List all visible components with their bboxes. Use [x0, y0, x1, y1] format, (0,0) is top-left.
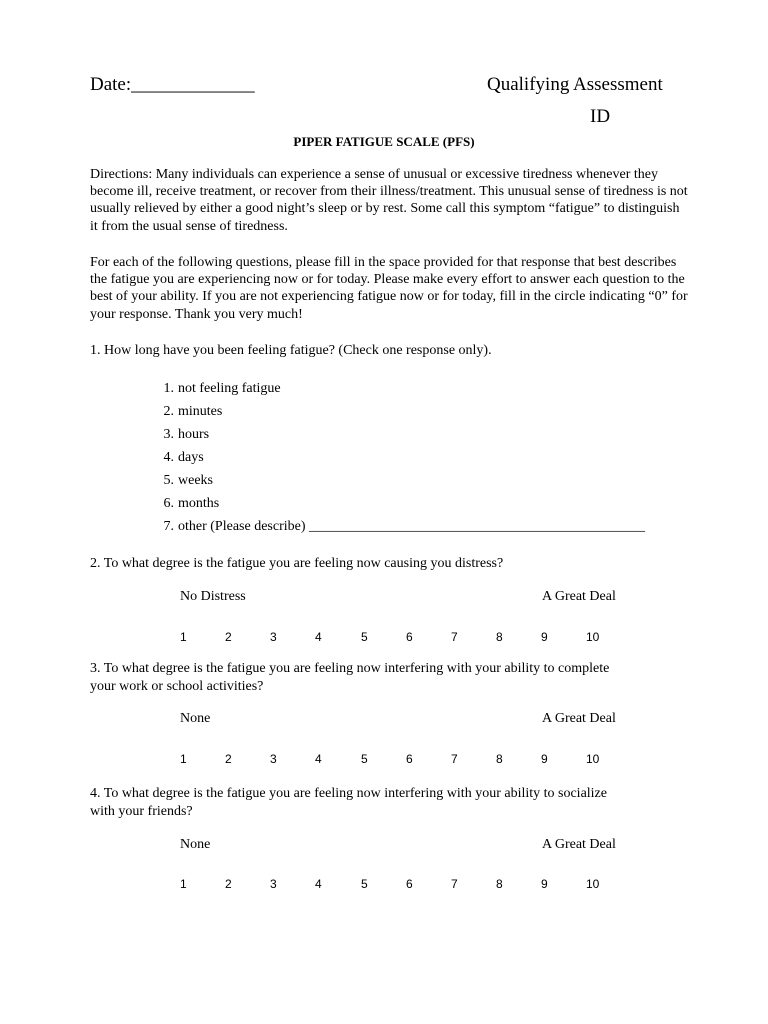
form-title: PIPER FATIGUE SCALE (PFS) — [293, 134, 475, 149]
q2-scale-option[interactable]: 2 — [225, 630, 232, 644]
q4-scale-option[interactable]: 3 — [270, 877, 277, 891]
q4-scale-option[interactable]: 2 — [225, 877, 232, 891]
q1-option-number: 5. — [163, 473, 174, 488]
q3-scale-option[interactable]: 2 — [225, 752, 232, 766]
q3-scale-option[interactable]: 1 — [180, 752, 187, 766]
q3-scale-option[interactable]: 10 — [586, 752, 600, 766]
question-4-text-line2: with your friends? — [90, 804, 193, 819]
q2-scale-option[interactable]: 10 — [586, 630, 600, 644]
q4-scale-option[interactable]: 10 — [586, 877, 600, 891]
question-3-text-line1: 3. To what degree is the fatigue you are feeling now interfering with your ability to complete — [90, 661, 610, 676]
q2-low-anchor: No Distress — [180, 589, 246, 604]
question-4-text-line1: 4. To what degree is the fatigue you are feeling now interfering with your ability to socialize — [90, 786, 607, 801]
directions-paragraph: Directions: Many individuals can experience a sense of unusual or excessive tiredness whenever they become ill, receive treatment, or recover from their illness/treatment. This unusual sense of tiredness is not usually relieved by either a good night’s sleep or by rest. Some call this symptom “fatigue” to distinguish it from the usual sense of tiredness. — [90, 167, 688, 234]
q2-scale-option[interactable]: 3 — [270, 630, 277, 644]
q2-high-anchor: A Great Deal — [542, 589, 616, 604]
q1-option-number: 4. — [163, 450, 174, 465]
q1-option-number: 6. — [163, 496, 174, 511]
q1-option-label: minutes — [178, 404, 223, 419]
q3-high-anchor: A Great Deal — [542, 711, 616, 726]
instructions-paragraph: For each of the following questions, please fill in the space provided for that response that best describes the fatigue you are experiencing now or for today. Please make every effort to answer each question to the best of your ability. If you are not experiencing fatigue now or for today, fill in the circle indicating “0” for your response. Thank you very much! — [90, 255, 688, 322]
q1-option-label: days — [178, 450, 204, 465]
q1-option-6[interactable] — [155, 496, 219, 512]
q3-scale-option[interactable]: 4 — [315, 752, 322, 766]
q4-scale-option[interactable]: 6 — [406, 877, 413, 891]
q1-option-label: hours — [178, 427, 210, 442]
q1-option-3[interactable] — [155, 427, 209, 443]
q2-scale-option[interactable]: 8 — [496, 630, 503, 644]
q2-scale-option[interactable]: 5 — [361, 630, 368, 644]
q4-scale-option[interactable]: 8 — [496, 877, 503, 891]
q1-option-label: months — [178, 496, 220, 511]
question-1-text: 1. How long have you been feeling fatigue? (Check one response only). — [90, 343, 492, 358]
q4-scale-option[interactable]: 5 — [361, 877, 368, 891]
assessment-label-line1: Qualifying Assessment — [487, 74, 663, 95]
q1-option-7[interactable] — [155, 519, 645, 535]
q3-scale-option[interactable]: 8 — [496, 752, 503, 766]
q3-scale-option[interactable]: 7 — [451, 752, 458, 766]
q3-scale-option[interactable]: 3 — [270, 752, 277, 766]
q3-low-anchor: None — [180, 711, 211, 726]
q4-scale-option[interactable]: 7 — [451, 877, 458, 891]
q2-scale-option[interactable]: 4 — [315, 630, 322, 644]
q2-scale-option[interactable]: 7 — [451, 630, 458, 644]
q2-scale-option[interactable]: 1 — [180, 630, 187, 644]
q1-option-number: 1. — [163, 381, 174, 396]
question-3-text-line2: your work or school activities? — [90, 679, 264, 694]
q1-option-2[interactable] — [155, 404, 222, 420]
q3-scale-option[interactable]: 6 — [406, 752, 413, 766]
q4-scale-option[interactable]: 9 — [541, 877, 548, 891]
q1-option-number: 7. — [163, 519, 174, 534]
q4-scale-option[interactable]: 4 — [315, 877, 322, 891]
q4-low-anchor: None — [180, 837, 211, 852]
q2-scale-option[interactable]: 6 — [406, 630, 413, 644]
q1-option-label: other (Please describe) ________________________________________________ — [178, 519, 645, 534]
q1-option-number: 3. — [163, 427, 174, 442]
q4-high-anchor: A Great Deal — [542, 837, 616, 852]
question-2-text: 2. To what degree is the fatigue you are feeling now causing you distress? — [90, 556, 504, 571]
q1-option-5[interactable] — [155, 473, 213, 489]
assessment-id-label[interactable]: ID — [590, 106, 611, 127]
q3-scale-option[interactable]: 5 — [361, 752, 368, 766]
q4-scale-option[interactable]: 1 — [180, 877, 187, 891]
date-field[interactable]: Date:_____________ — [90, 74, 255, 95]
q1-option-label: not feeling fatigue — [178, 381, 281, 396]
q1-option-number: 2. — [163, 404, 174, 419]
q1-option-1[interactable] — [155, 381, 281, 397]
q3-scale-option[interactable]: 9 — [541, 752, 548, 766]
q1-option-label: weeks — [178, 473, 213, 488]
q1-option-4[interactable] — [155, 450, 204, 466]
q2-scale-option[interactable]: 9 — [541, 630, 548, 644]
